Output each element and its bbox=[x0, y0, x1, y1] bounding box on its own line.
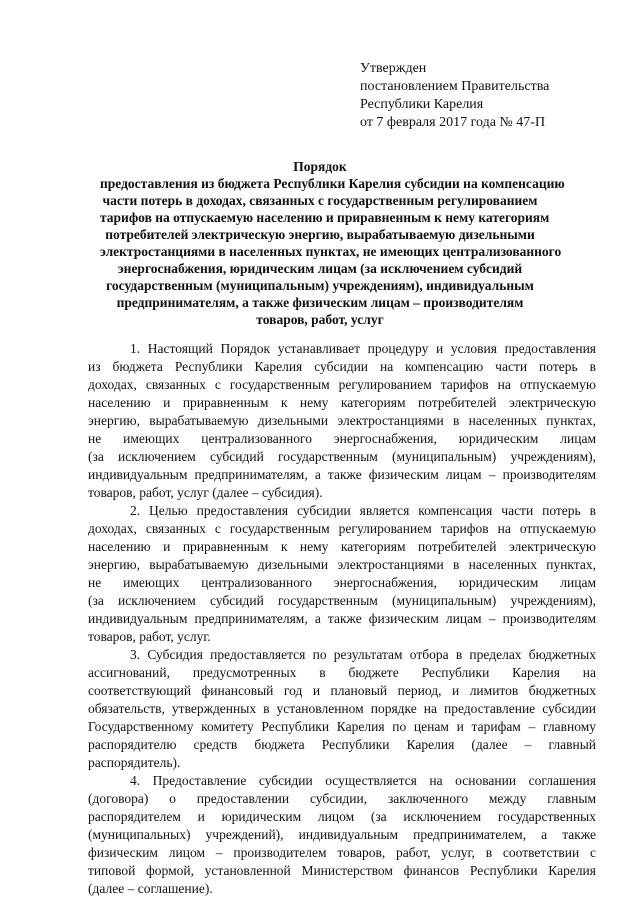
paragraph-4 bbox=[88, 772, 596, 898]
text-line: населению и приравненным к нему категориям потребителей электрическую bbox=[88, 395, 596, 410]
title-line: предпринимателям, а также физическим лицам – производителям bbox=[116, 295, 524, 310]
title-line: государственным (муниципальным) учреждениям), индивидуальным bbox=[106, 278, 534, 293]
approval-line: Утвержден bbox=[360, 61, 427, 76]
approval-line: Республики Карелия bbox=[360, 97, 484, 112]
title-line: потребителей электрическую энергию, вырабатываемую дизельными bbox=[105, 227, 535, 242]
text-line: распорядителем и юридическим лицом (за исключением государственных bbox=[88, 809, 596, 824]
paragraph-2 bbox=[88, 502, 596, 646]
title-line: электростанциями в населенных пунктах, не имеющих централизованного bbox=[100, 244, 562, 259]
text-line: (муниципальных) учреждений), индивидуальным предпринимателем, а также bbox=[88, 827, 596, 842]
text-line: 1. Настоящий Порядок устанавливает процедуру и условия предоставления bbox=[130, 341, 596, 356]
text-line: индивидуальным предпринимателям, а также физическим лицам – производителям bbox=[88, 467, 596, 482]
text-line: товаров, работ, услуг (далее – субсидия). bbox=[88, 485, 323, 500]
text-line: энергию, вырабатываемую дизельными электростанциями в населенных пунктах, bbox=[88, 413, 596, 428]
text-line: типовой формой, установленной Министерством финансов Республики Карелия bbox=[88, 863, 596, 878]
text-line: ассигнований, предусмотренных в бюджете Республики Карелия на bbox=[88, 665, 596, 680]
text-line: 3. Субсидия предоставляется по результатам отбора в пределах бюджетных bbox=[130, 647, 596, 662]
text-line: энергию, вырабатываемую дизельными электростанциями в населенных пунктах, bbox=[88, 557, 596, 572]
text-line: (за исключением субсидий государственным (муниципальным) учреждениям), bbox=[88, 593, 596, 608]
approval-line: постановлением Правительства bbox=[360, 79, 550, 94]
text-line: товаров, работ, услуг. bbox=[88, 629, 211, 644]
text-line: индивидуальным предпринимателям, а также физическим лицам – производителям bbox=[88, 611, 596, 626]
paragraph-1 bbox=[88, 340, 596, 502]
text-line: доходах, связанных с государственным регулированием тарифов на отпускаемую bbox=[88, 377, 596, 392]
text-line: (за исключением субсидий государственным (муниципальным) учреждениям), bbox=[88, 449, 596, 464]
text-line: населению и приравненным к нему категориям потребителей электрическую bbox=[88, 539, 596, 554]
text-line: обязательств, утвержденных в установленном порядке на предоставление субсидии bbox=[88, 701, 596, 716]
text-line: 2. Целью предоставления субсидии является компенсация части потерь в bbox=[130, 503, 596, 518]
document-title bbox=[100, 158, 565, 328]
title-line: предоставления из бюджета Республики Карелия субсидии на компенсацию bbox=[100, 176, 565, 191]
text-line: доходах, связанных с государственным регулированием тарифов на отпускаемую bbox=[88, 521, 596, 536]
text-line: распорядителю средств бюджета Республики Карелия (далее – главный bbox=[88, 737, 596, 752]
text-line: Государственному комитету Республики Карелия по ценам и тарифам – главному bbox=[88, 719, 596, 734]
text-line: соответствующий финансовый год и плановый период, и лимитов бюджетных bbox=[88, 683, 596, 698]
title-line: энергоснабжения, юридическим лицам (за исключением субсидий bbox=[117, 261, 523, 276]
text-line: (договора) о предоставлении субсидии, заключенного между главным bbox=[88, 791, 596, 806]
text-line: из бюджета Республики Карелия субсидии на компенсацию части потерь в bbox=[88, 359, 596, 374]
approval-block bbox=[360, 60, 549, 132]
title-line: товаров, работ, услуг bbox=[256, 312, 384, 327]
text-line: (далее – соглашение). bbox=[88, 881, 213, 896]
document-body bbox=[88, 340, 596, 898]
title-line: части потерь в доходах, связанных с государственным регулированием bbox=[102, 193, 538, 208]
approval-line: от 7 февраля 2017 года № 47-П bbox=[360, 115, 546, 130]
text-line: не имеющих централизованного энергоснабжения, юридическим лицам bbox=[88, 575, 596, 590]
text-line: распорядитель). bbox=[88, 755, 181, 770]
paragraph-3 bbox=[88, 646, 596, 772]
title-line: тарифов на отпускаемую населению и приравненным к нему категориям bbox=[100, 210, 550, 225]
text-line: не имеющих централизованного энергоснабжения, юридическим лицам bbox=[88, 431, 596, 446]
title-line: Порядок bbox=[293, 159, 347, 174]
text-line: 4. Предоставление субсидии осуществляется на основании соглашения bbox=[130, 773, 596, 788]
text-line: физическим лицом – производителем товаров, работ, услуг, в соответствии с bbox=[88, 845, 596, 860]
